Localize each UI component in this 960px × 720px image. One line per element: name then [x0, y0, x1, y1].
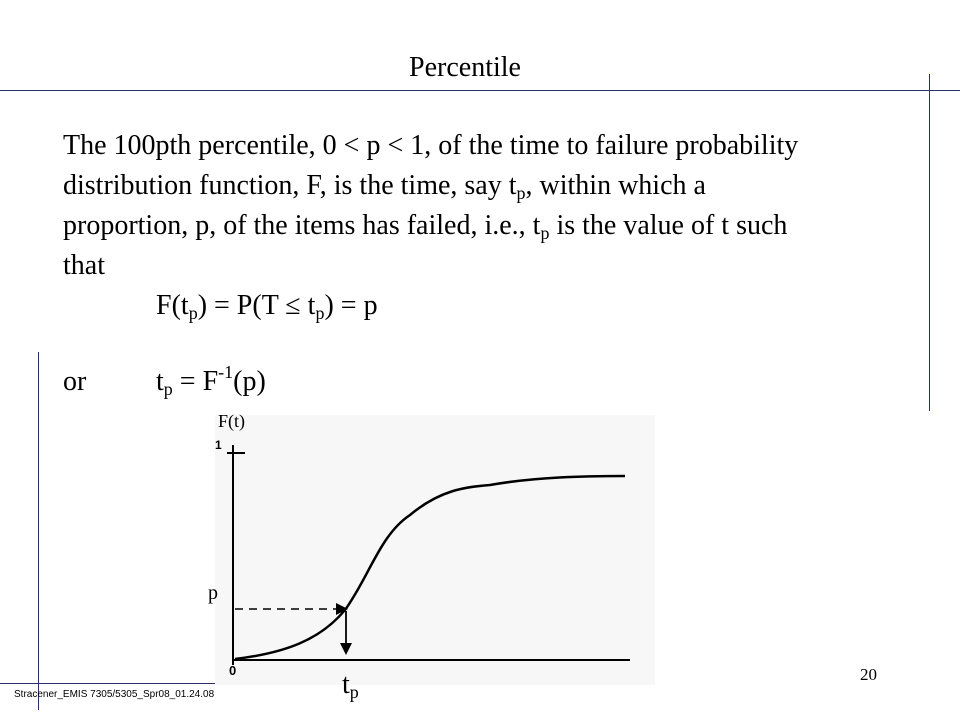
- paragraph-line-3: proportion, p, of the items has failed, i.e., $t_p$ is the value of t such: [63, 210, 788, 243]
- definition-paragraph: [63, 126, 923, 286]
- y-tick-1-label: 1: [215, 438, 222, 452]
- right-vertical-rule: [929, 74, 930, 411]
- tp-label: $t_p$: [342, 669, 359, 702]
- left-vertical-rule: [38, 352, 39, 710]
- y-axis-label: F(t): [218, 411, 245, 431]
- footer-source: Stracener_EMIS 7305/5305_Spr08_01.24.08: [14, 689, 215, 700]
- top-horizontal-rule: [0, 90, 960, 91]
- cdf-graph: [195, 415, 665, 705]
- inverse-expression: $t_p = F^{-1}(p)$: [156, 362, 266, 399]
- paragraph-line-2: distribution function, F, is the time, say $t_p$, within which a: [63, 170, 706, 203]
- graph-background: [215, 415, 655, 685]
- page-number: 20: [860, 665, 877, 684]
- origin-label: 0: [229, 663, 237, 678]
- paragraph-line-1: The 100pth percentile, 0 < p < 1, of the time to failure probability: [63, 130, 799, 161]
- p-label: p: [208, 582, 218, 604]
- bottom-horizontal-rule: [0, 683, 218, 684]
- paragraph-line-4: that: [63, 250, 105, 281]
- equation-cdf: $F(t_p) = P(T \le t_p) = p$: [156, 290, 378, 323]
- or-word: or: [63, 366, 87, 397]
- slide-title: Percentile: [409, 52, 521, 83]
- equation-inverse: [63, 362, 923, 402]
